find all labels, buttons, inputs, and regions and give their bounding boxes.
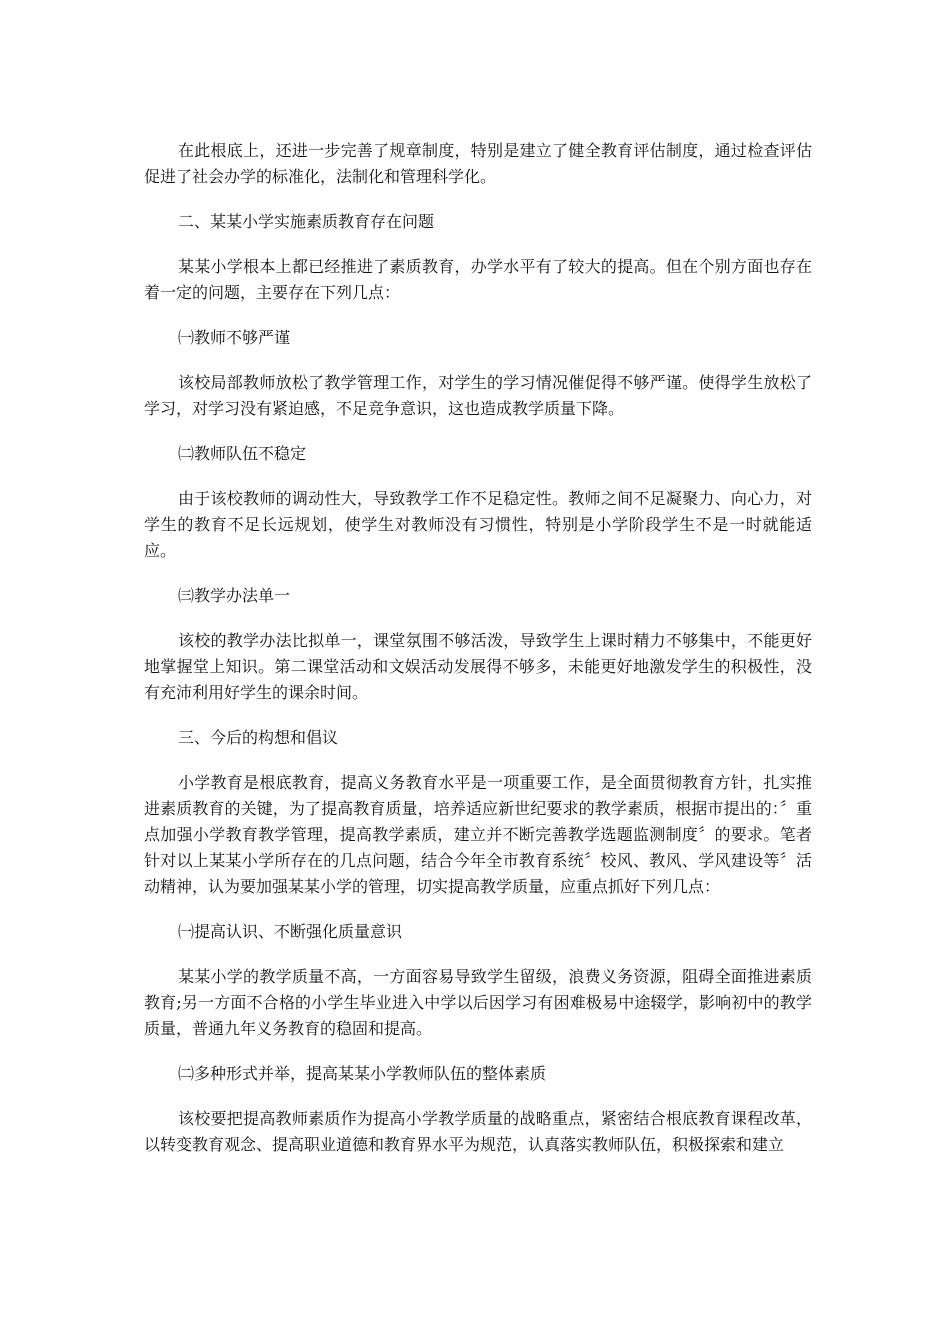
paragraph: 小学教育是根底教育，提高义务教育水平是一项重要工作，是全面贯彻教育方针，扎实推进素质教育的关键，为了提高教育质量，培养适应新世纪要求的教学素质，根据市提出的：〞重点加强小学教育教学管理，提高教学素质，建立并不断完善教学选题监测制度〞的要求。笔者针对以上某某小学所存在的几点问题，结合今年全市教育系统〞校风、教风、学风建设等〞活动精神，认为要加强某某小学的管理，切实提高教学质量，应重点抓好下列几点： bbox=[144, 773, 812, 896]
paragraph: 由于该校教师的调动性大，导致教学工作不足稳定性。教师之间不足凝聚力、向心力，对学生的教育不足长远规划，使学生对教师没有习惯性，特别是小学阶段学生不是一时就能适应。 bbox=[144, 489, 812, 560]
subsection-heading: ㈡多种形式并举，提高某某小学教师队伍的整体素质 bbox=[178, 1064, 547, 1083]
section-heading: 二、某某小学实施素质教育存在问题 bbox=[178, 212, 435, 231]
paragraph: 该校的教学办法比拟单一，课堂氛围不够活泼，导致学生上课时精力不够集中，不能更好地掌握堂上知识。第二课堂活动和文娱活动发展得不够多，未能更好地激发学生的积极性，没有充沛利用好学生的课余时间。 bbox=[144, 631, 812, 702]
subsection-heading: ㈠教师不够严谨 bbox=[178, 328, 291, 347]
paragraph: 在此根底上，还进一步完善了规章制度，特别是建立了健全教育评估制度，通过检查评估促进了社会办学的标准化，法制化和管理科学化。 bbox=[144, 141, 812, 186]
section-heading: 三、今后的构想和倡议 bbox=[178, 728, 339, 747]
paragraph: 该校局部教师放松了教学管理工作，对学生的学习情况催促得不够严谨。使得学生放松了学习，对学习没有紧迫感，不足竞争意识，这也造成教学质量下降。 bbox=[144, 373, 812, 418]
paragraph: 某某小学的教学质量不高，一方面容易导致学生留级，浪费义务资源，阻碍全面推进素质教育;另一方面不合格的小学生毕业进入中学以后因学习有困难极易中途辍学，影响初中的教学质量，普通九年义务教育的稳固和提高。 bbox=[144, 967, 812, 1038]
paragraph: 某某小学根本上都已经推进了素质教育，办学水平有了较大的提高。但在个别方面也存在着一定的问题，主要存在下列几点： bbox=[144, 257, 812, 302]
subsection-heading: ㈠提高认识、不断强化质量意识 bbox=[178, 922, 403, 941]
document-body bbox=[144, 138, 812, 1177]
subsection-heading: ㈡教师队伍不稳定 bbox=[178, 444, 307, 463]
paragraph: 该校要把提高教师素质作为提高小学教学质量的战略重点，紧密结合根底教育课程改革，以转变教育观念、提高职业道德和教育界水平为规范，认真落实教师队伍，积极探索和建立 bbox=[144, 1109, 812, 1154]
subsection-heading: ㈢教学办法单一 bbox=[178, 586, 291, 605]
